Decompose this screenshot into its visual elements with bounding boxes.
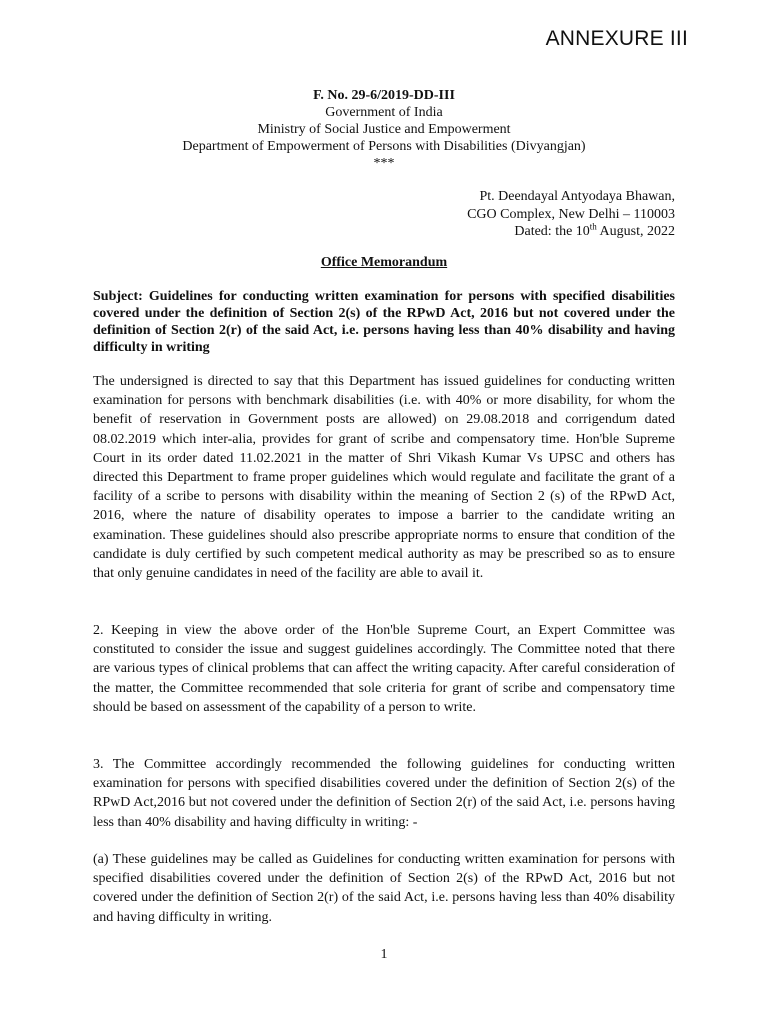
date-superscript: th [589, 221, 597, 232]
date-prefix: Dated: the 10 [514, 224, 590, 239]
paragraph-3: 3. The Committee accordingly recommended the following guidelines for conducting written examination for persons with specified disabilities covered under the definition of Section 2(s) of the RPwD Act,2016 but not covered under the definition of Section 2(r) of the said Act, i.e. persons having less than 40% disability and having difficulty in writing: - [93, 757, 675, 830]
address-line-2: CGO Complex, New Delhi – 110003 [467, 206, 675, 222]
header-separator: *** [373, 156, 395, 171]
department-name: Department of Empowerment of Persons with Disabilities (Divyangjan) [182, 139, 586, 154]
government-name: Government of India [325, 105, 443, 120]
ministry-name: Ministry of Social Justice and Empowerment [257, 122, 511, 137]
subject-text: Subject: Guidelines for conducting written examination for persons with specified disabilities covered under the definition of Section 2(s) of the RPwD Act, 2016 but not covered under the definition of Section 2(r) of the said Act, i.e. persons having less than 40% disability and having difficulty in writing [93, 289, 675, 355]
paragraph-1: The undersigned is directed to say that this Department has issued guidelines for conducting written examination for persons with benchmark disabilities (i.e. with 40% or more disability, for whom the benefit of reservation in Government posts are allowed) on 29.08.2018 and corrigendum dated 08.02.2019 which inter-alia, provides for grant of scribe and compensatory time. Hon'ble Supreme Court in its order dated 11.02.2021 in the matter of Shri Vikash Kumar Vs UPSC and others has directed this Department to frame proper guidelines which would regulate and facilitate the grant of a facility of a scribe to persons with disability within the meaning of Section 2 (s) of the RPwD Act, 2016, where the nature of disability operates to impose a barrier to the candidate writing an examination. These guidelines should also prescribe appropriate norms to ensure that condition of the candidate is duly certified by such competent medical authority as may be prescribed so as to ensure that only genuine candidates in need of the facility are able to avail it. [93, 374, 675, 582]
issue-date [467, 223, 675, 241]
paragraph-4: (a) These guidelines may be called as Guidelines for conducting written examination for persons with specified disabilities covered under the definition of Section 2(s) of the RPwD Act, 2016 but not covered under the definition of Section 2(r) of the said Act, i.e. persons having less than 40% disability and having difficulty in writing. [93, 852, 675, 925]
address-line-1: Pt. Deendayal Antyodaya Bhawan, [479, 189, 675, 204]
annexure-label: ANNEXURE III [545, 27, 688, 50]
paragraph-2: 2. Keeping in view the above order of the Hon'ble Supreme Court, an Expert Committee was constituted to consider the issue and suggest guidelines accordingly. The Committee noted that there are various types of clinical problems that can affect the writing capacity. After careful consideration of the matter, the Committee recommended that sole criteria for grant of scribe and compensatory time should be based on assessment of the capability of a person to write. [93, 623, 675, 715]
office-address [467, 188, 675, 241]
memo-title: Office Memorandum [320, 255, 448, 270]
file-number: F. No. 29-6/2019-DD-III [313, 88, 455, 103]
page-number: 1 [380, 947, 388, 962]
document-header [93, 87, 675, 172]
date-suffix: August, 2022 [596, 224, 675, 239]
